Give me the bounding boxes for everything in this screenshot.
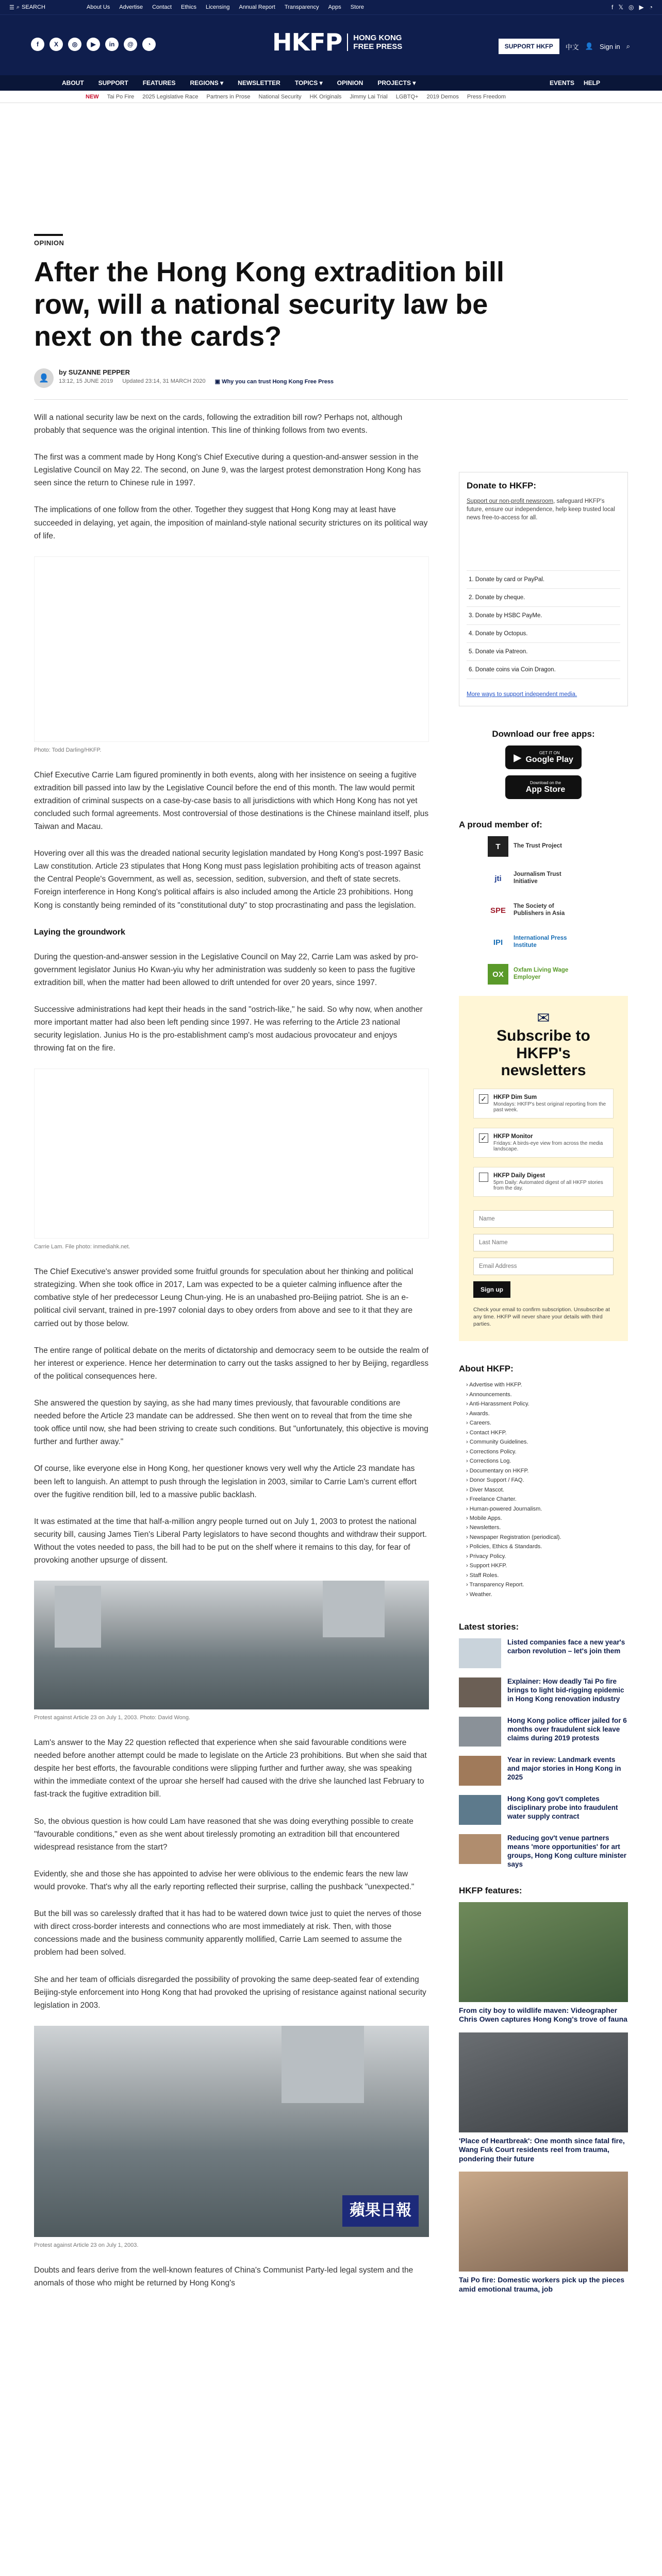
app-store-small: Download on the [529, 780, 561, 785]
photo-building [282, 2026, 364, 2103]
story-thumbnail [459, 1795, 501, 1825]
donate-option[interactable]: 5. Donate via Patreon. [467, 642, 620, 660]
article-title: After the Hong Kong extradition bill row, will a national security law be next on the cards? [34, 257, 504, 352]
instagram-icon[interactable]: ◎ [628, 4, 634, 11]
top-utility-bar [0, 0, 662, 14]
first-name-input[interactable] [473, 1210, 614, 1228]
photo-building [323, 1581, 385, 1637]
updated-date: Updated 23:14, 31 MARCH 2020 [122, 378, 206, 384]
article-body [34, 411, 429, 2303]
subheading: Laying the groundwork [34, 927, 125, 937]
photo-banner: 蘋果日報 [342, 2195, 419, 2227]
newsletter-option-title: HKFP Daily Digest [493, 1172, 545, 1179]
last-name-input[interactable] [473, 1234, 614, 1251]
google-play-button[interactable] [505, 745, 582, 769]
feature-title: Tai Po fire: Domestic workers pick up the pieces amid emotional trauma, job [459, 2276, 625, 2293]
trending-link[interactable]: LGBTQ+ [395, 93, 419, 100]
trending-link[interactable]: HK Originals [309, 93, 342, 100]
checkbox[interactable]: ✓ [479, 1133, 488, 1143]
article-photo-2 [34, 1069, 429, 1239]
trending-link[interactable]: National Security [258, 93, 302, 100]
about-link[interactable]: › Support HKFP. [466, 1561, 628, 1570]
about-link[interactable]: › Careers. [466, 1418, 628, 1428]
donate-title: Donate to HKFP: [467, 480, 537, 490]
trust-project-icon: T [488, 836, 508, 857]
apps-title: Download our free apps: [492, 729, 595, 739]
article-photo-3 [34, 1581, 429, 1709]
threads-icon[interactable]: @ [124, 38, 137, 51]
latest-title: Latest stories: [459, 1622, 519, 1632]
member-name: The Trust Project [514, 843, 562, 850]
trust-link[interactable] [215, 378, 334, 385]
utility-social [611, 4, 653, 11]
about-link[interactable]: › Corrections Policy. [466, 1447, 628, 1456]
photo-caption: Carrie Lam. File photo: inmediahk.net. [34, 1244, 130, 1250]
app-store-button[interactable] [505, 775, 582, 799]
newsletter-title: Subscribe to HKFP's newsletters [496, 1027, 590, 1079]
about-title: About HKFP: [459, 1364, 514, 1374]
support-hkfp-button[interactable]: SUPPORT HKFP [499, 39, 559, 54]
nav-opinion[interactable]: OPINION [337, 79, 363, 87]
member-logo[interactable] [488, 964, 628, 985]
ipi-icon: IPI [493, 938, 503, 947]
member-logo[interactable] [488, 836, 628, 857]
donate-option[interactable]: 1. Donate by card or PayPal. [467, 570, 620, 588]
about-link[interactable]: › Diver Mascot. [466, 1485, 628, 1495]
about-link[interactable]: › Awards. [466, 1409, 628, 1418]
linkedin-icon[interactable]: in [105, 38, 119, 51]
rss-icon[interactable]: ◔ [649, 4, 653, 11]
oxfam-icon: OX [488, 964, 508, 985]
youtube-icon[interactable]: ▶ [639, 4, 644, 11]
nav-help[interactable]: HELP [583, 79, 600, 87]
jti-icon: jti [494, 874, 502, 883]
paragraph: She answered the question by saying, as she had many times previously, that favourable conditions are needed before the Article 23 mandate can be addressed. She then went on to reveal that from the time she took office until now, she had been striving to create such conditions. But "unfortunately, this objective is moving further and further away." [34, 1399, 428, 1447]
paragraph: It was estimated at the time that half-a-million angry people turned out on July 1, 2003 to protest the national security bill, causing James Tien's Liberal Party legislators to have second thoughts and withdraw their support. Without the votes needed to pass, the bill had to be put on the shelf where it remains to this day, for fear of provoking another upsurge of dissent. [34, 1517, 427, 1565]
paragraph: The implications of one follow from the other. Together they suggest that Hong Kong may at least have succeeded in delaying, yet again, the imposition of mainland-style national security strictures on its political way of life. [34, 505, 428, 540]
latest-stories-widget [459, 1622, 628, 1869]
google-play-big: Google Play [525, 755, 573, 764]
donate-option[interactable]: 3. Donate by HSBC PayMe. [467, 606, 620, 624]
feature-story[interactable] [459, 2172, 628, 2294]
about-link[interactable]: › Announcements. [466, 1390, 628, 1399]
paragraph: Lam's answer to the May 22 question reflected that experience when she said favourable conditions were needed before another attempt could be made to legislate on the Article 23 prohibitions. But when she said that despite her best efforts, the favourable conditions were slipping further and further away, she was speaking within the immediate context of the uproar she herself had caused with the drive she launched last February to fast-track the fugitive extradition bill. [34, 1738, 427, 1799]
search-icon[interactable]: ⌕ [626, 42, 630, 50]
about-link[interactable]: › Transparency Report. [466, 1580, 628, 1589]
nav-regions[interactable]: REGIONS ▾ [190, 79, 224, 87]
newsletter-widget [459, 996, 628, 1341]
nav-events[interactable]: EVENTS [549, 79, 574, 87]
photo-caption: Protest against Article 23 on July 1, 2003. [34, 2242, 139, 2248]
donate-text [467, 497, 620, 522]
paragraph: So, the obvious question is how could Lam have reasoned that she was doing everything possible to create "favourable conditions," even as she went about tirelessly promoting an extradition bill that encountered widespread resistance from the start? [34, 1817, 413, 1852]
utility-link-about[interactable]: About Us [87, 4, 110, 10]
paragraph: During the question-and-answer session in the Legislative Council on May 22, Carrie Lam was asked by pro-government legislator Junius Ho Kwan-yiu why her administration was suddenly so keen to pass the fugitive extradition bill, when the matter had been allowed to drift untended for over 20 years, since 1997. [34, 952, 419, 987]
trending-link[interactable]: 2019 Demos [426, 93, 459, 100]
nav-about[interactable]: ABOUT [62, 79, 84, 87]
story-thumbnail [459, 1638, 501, 1668]
donate-widget [459, 472, 628, 706]
about-link[interactable]: › Mobile Apps. [466, 1514, 628, 1523]
more-ways-link[interactable]: More ways to support independent media. [467, 691, 577, 698]
checkbox[interactable]: ✓ [479, 1094, 488, 1104]
latest-story[interactable] [459, 1717, 628, 1747]
masthead-social [31, 38, 156, 51]
feature-story[interactable] [459, 2032, 628, 2164]
author-avatar[interactable]: 👤 [34, 368, 54, 388]
newsletter-option-title: HKFP Dim Sum [493, 1094, 537, 1100]
story-thumbnail [459, 1834, 501, 1864]
paragraph: But the bill was so carelessly drafted that it has had to be watered down twice just to quiet the nerves of those with direct cross-border interests and connections who are most immediately at risk. Then, with those concessions made and the business community apparently mollified, Carrie Lam seemed to assume the problem had been solved. [34, 1909, 422, 1957]
byline [34, 368, 628, 388]
trending-link[interactable]: Tai Po Fire [107, 93, 135, 100]
member-logo[interactable] [488, 900, 628, 921]
trending-link[interactable]: Jimmy Lai Trial [350, 93, 388, 100]
members-title: A proud member of: [459, 820, 542, 830]
latest-story[interactable] [459, 1756, 628, 1786]
nav-newsletter[interactable]: NEWSLETTER [238, 79, 280, 87]
section-label[interactable]: OPINION [34, 239, 64, 247]
story-title: Explainer: How deadly Tai Po fire brings to light bid-rigging epidemic in Hong Kong renovation industry [507, 1677, 624, 1703]
story-title: Listed companies face a new year's carbon revolution – let's join them [507, 1638, 625, 1655]
header-divider [34, 399, 628, 400]
masthead [0, 14, 662, 75]
about-link[interactable]: › Policies, Ethics & Standards. [466, 1542, 628, 1551]
feature-image [459, 1902, 628, 2002]
donate-spacer [467, 527, 620, 570]
about-link[interactable]: › Freelance Charter. [466, 1495, 628, 1504]
donate-option[interactable]: 6. Donate coins via Coin Dragon. [467, 660, 620, 679]
about-link[interactable]: › Weather. [466, 1590, 628, 1599]
nav-right [550, 79, 600, 87]
logo-mark: HKFP [272, 28, 342, 56]
paragraph: The Chief Executive's answer provided some fruitful grounds for speculation about her thinking and political strategizing. When she took office in 2017, Lam was expected to be a quieter calming influence after the combative style of her predecessor Leung Chun-ying. He is an unabashed pro-Beijing patriot. She is an e-political civil servant, trained in pre-1997 colonial days to obey orders from above and see to it that they are carried out by those below. [34, 1267, 413, 1328]
trust-link-label: Why you can trust Hong Kong Free Press [222, 378, 334, 385]
site-logo[interactable] [272, 28, 402, 56]
newsletter-option[interactable] [473, 1089, 614, 1118]
about-link[interactable]: › Donor Support / FAQ. [466, 1476, 628, 1485]
email-input[interactable] [473, 1258, 614, 1275]
rss-icon[interactable]: ◔ [142, 38, 156, 51]
utility-link-transparency[interactable]: Transparency [284, 4, 319, 10]
newsletter-option-title: HKFP Monitor [493, 1133, 533, 1140]
sopa-icon: SPE [490, 906, 506, 915]
newsletter-option[interactable] [473, 1167, 614, 1197]
language-link[interactable]: 中文 [565, 43, 579, 51]
features-title: HKFP features: [459, 1885, 522, 1895]
search-trigger[interactable] [9, 4, 87, 11]
member-name: International Press Institute [514, 935, 567, 949]
utility-link-contact[interactable]: Contact [152, 4, 172, 10]
trending-link[interactable]: 2025 Legislative Race [142, 93, 198, 100]
article-photo-1 [34, 556, 429, 742]
story-thumbnail [459, 1756, 501, 1786]
utility-link-annual-report[interactable]: Annual Report [239, 4, 275, 10]
latest-story[interactable] [459, 1638, 628, 1668]
article-photo-4 [34, 2026, 429, 2237]
latest-story[interactable] [459, 1795, 628, 1825]
trending-link[interactable]: Press Freedom [467, 93, 506, 100]
paragraph: Will a national security law be next on the cards, following the extradition bill row? Perhaps not, although probably that sequence was the original intention. This line of thinking follows from two events. [34, 413, 403, 435]
main-nav [0, 75, 662, 91]
donate-options [467, 570, 620, 679]
feature-image [459, 2032, 628, 2132]
story-title: Year in review: Landmark events and major stories in Hong Kong in 2025 [507, 1756, 621, 1781]
feature-story[interactable] [459, 1902, 628, 2024]
trust-icon: ▣ [214, 378, 222, 385]
utility-link-licensing[interactable]: Licensing [206, 4, 230, 10]
utility-link-advertise[interactable]: Advertise [119, 4, 143, 10]
about-link[interactable]: › Staff Roles. [466, 1571, 628, 1580]
published-date: 13:12, 15 JUNE 2019 [59, 378, 113, 384]
about-link[interactable]: › Anti-Harassment Policy. [466, 1399, 628, 1409]
utility-link-ethics[interactable]: Ethics [181, 4, 196, 10]
member-logo[interactable] [488, 868, 628, 889]
about-links [466, 1380, 628, 1599]
google-play-small: GET IT ON [539, 750, 560, 755]
app-store-big: App Store [525, 785, 566, 794]
donate-option[interactable]: 2. Donate by cheque. [467, 588, 620, 606]
x-icon[interactable]: X [49, 38, 63, 51]
about-link[interactable]: › Advertise with HKFP. [466, 1380, 628, 1389]
author-line [59, 368, 334, 376]
newsletter-option[interactable] [473, 1128, 614, 1158]
newsletter-option-desc: Fridays: A birds-eye view from across the media landscape. [493, 1140, 603, 1152]
photo-building [55, 1586, 101, 1648]
utility-link-store[interactable]: Store [350, 4, 365, 10]
latest-story[interactable] [459, 1677, 628, 1707]
newsletter-note: Check your email to confirm subscription. Unsubscribe at any time. HKFP will never share your details with third parties. [473, 1306, 610, 1328]
about-link[interactable]: › Human-powered Journalism. [466, 1504, 628, 1514]
article-header [0, 234, 662, 400]
content-layout [0, 411, 662, 2303]
checkbox[interactable] [479, 1173, 488, 1182]
member-logo[interactable] [488, 932, 628, 953]
x-icon[interactable]: 𝕏 [618, 4, 624, 11]
story-title: Hong Kong gov't completes disciplinary probe into fraudulent water supply contract [507, 1795, 618, 1820]
feature-title: 'Place of Heartbreak': One month since fatal fire, Wang Fuk Court residents reel from trauma, pondering their future [459, 2136, 625, 2163]
paragraph: Successive administrations had kept their heads in the sand "ostrich-like," he said. So why now, when another more important matter had also been left pending since 1997. He was referring to the Article 23 national security legislation. Junius Ho is the pro-establishment camp's most audacious provocateur and enjoys throwing fat on the fire. [34, 1005, 423, 1053]
article-dates [59, 378, 334, 385]
story-title: Hong Kong police officer jailed for 6 months over fraudulent sick leave claims during 2019 protests [507, 1717, 627, 1742]
members-widget [459, 820, 628, 985]
user-icon[interactable]: 👤 [585, 42, 593, 50]
trending-link[interactable]: Partners in Prose [206, 93, 251, 100]
story-thumbnail [459, 1717, 501, 1747]
about-link[interactable]: › Newspaper Registration (periodical). [466, 1533, 628, 1542]
paragraph: Evidently, she and those she has appointed to advise her were oblivious to the endemic fears the new law would provoke. That's why all the early reporting reflected their surprise, calling the pushback "unexpected." [34, 1869, 415, 1892]
menu-icon: ☰ [9, 4, 14, 11]
donate-option[interactable]: 4. Donate by Octopus. [467, 624, 620, 642]
about-link[interactable]: › Corrections Log. [466, 1456, 628, 1466]
facebook-icon[interactable]: f [31, 38, 44, 51]
logo-name-line1: HONG KONG [353, 33, 402, 42]
paragraph: She and her team of officials disregarded the possibility of provoking the same deep-seated fear of extending Beijing-style enforcement into Hong Kong that had provoked the uprising of resistance against national security legislation in 2003. [34, 1975, 426, 2010]
about-link[interactable]: › Contact HKFP. [466, 1428, 628, 1437]
paragraph: The first was a comment made by Hong Kong's Chief Executive during a question-and-answer session in the Legislative Council on May 22. The second, on June 9, was the largest protest demonstration Hong Kong has seen since the return to Chinese rule in 1997. [34, 453, 421, 488]
paragraph: Of course, like everyone else in Hong Kong, her questioner knows very well why the Article 23 mandate has been left to languish. An attempt to push through the legislation in 2003, similar to Carrie Lam's current effort over the fugitive rendition bill, led to a massive public backlash. [34, 1464, 417, 1499]
story-thumbnail [459, 1677, 501, 1707]
about-link[interactable]: › Privacy Policy. [466, 1552, 628, 1561]
about-link[interactable]: › Community Guidelines. [466, 1437, 628, 1447]
google-play-icon: ▶ [514, 752, 522, 764]
section-rule [34, 234, 63, 236]
youtube-icon[interactable]: ▶ [87, 38, 100, 51]
features-widget [459, 1886, 628, 2294]
paragraph: Hovering over all this was the dreaded national security legislation mandated by Hong Kong's post-1997 Basic Law constitution. Article 23 stipulates that Hong Kong must pass legislation prohibiting acts of treason against the Central People's Government, as well as, secession, sedition, subversion, and theft of state secrets. Foreign interference in Hong Kong's political affairs is also included among the Article 23 prohibitions. Hong Kong is constantly being reminded of its "constitutional duty" to stop procrastinating and pass the legislation. [34, 849, 424, 910]
newsletter-option-desc: Mondays: HKFP's best original reporting from the past week. [493, 1101, 606, 1113]
utility-link-apps[interactable]: Apps [328, 4, 341, 10]
paragraph: Chief Executive Carrie Lam figured prominently in both events, along with her insistence on seeing a fugitive extradition bill passed into law by the Legislative Council before the end of this month. The law would permit extradition of criminal suspects on a case-by-case basis to all jurisdictions with which Hong Kong has not yet concluded such formal agreements. Most controversial of those destinations is the Chinese mainland itself, plus Taiwan and Macau. [34, 770, 429, 831]
donate-text-rest: , safeguard HKFP's future, ensure our independence, help keep trusted local news free-to-access for all. [467, 498, 615, 521]
mail-icon: ✉ [537, 1010, 550, 1027]
logo-name-line2: FREE PRESS [353, 42, 403, 51]
paragraph: Doubts and fears derive from the well-known features of China's Communist Party-led legal system and the anomals of those who might be returned by Hong Kong's [34, 2265, 413, 2287]
member-name: Oxfam Living Wage Employer [514, 967, 569, 981]
author-name[interactable]: SUZANNE PEPPER [68, 368, 130, 376]
paragraph: The entire range of political debate on the merits of dictatorship and democracy seem to be outside the realm of her interest or experience. Hence her determination to carry out the tasks assigned to her by Beijing, regardless of the political consequences here. [34, 1346, 429, 1381]
search-icon: ⌕ [16, 4, 20, 10]
byline-prefix: by [59, 368, 67, 376]
feature-title: From city boy to wildlife maven: Videographer Chris Owen captures Hong Kong's trove of fauna [459, 2006, 627, 2024]
instagram-icon[interactable]: ◎ [68, 38, 81, 51]
apps-widget [459, 729, 628, 799]
search-label: SEARCH [22, 4, 45, 10]
member-name: The Society of Publishers in Asia [514, 903, 565, 917]
logo-name [347, 33, 402, 52]
masthead-actions [499, 39, 630, 54]
trending-bar [0, 91, 662, 103]
about-link[interactable]: › Documentary on HKFP. [466, 1466, 628, 1476]
latest-story[interactable] [459, 1834, 628, 1869]
nav-features[interactable]: FEATURES [142, 79, 176, 87]
utility-links [87, 4, 364, 10]
signup-button[interactable]: Sign up [473, 1281, 510, 1298]
sign-in-link[interactable]: Sign in [599, 42, 620, 50]
donate-text-link[interactable]: Support our non-profit newsroom [467, 498, 554, 504]
story-title: Reducing gov't venue partners means 'more opportunities' for art groups, Hong Kong culture minister says [507, 1834, 627, 1868]
nav-topics[interactable]: TOPICS ▾ [294, 79, 323, 87]
trending-new-label: NEW [86, 93, 99, 100]
photo-caption: Protest against Article 23 on July 1, 2003. Photo: David Wong. [34, 1715, 191, 1721]
member-name: Journalism Trust Initiative [514, 871, 561, 885]
facebook-icon[interactable]: f [611, 4, 614, 11]
newsletter-option-desc: 5pm Daily: Automated digest of all HKFP stories from the day. [493, 1179, 603, 1191]
nav-support[interactable]: SUPPORT [98, 79, 128, 87]
nav-projects[interactable]: PROJECTS ▾ [377, 79, 416, 87]
about-widget [459, 1364, 628, 1599]
sidebar [459, 411, 628, 2303]
about-link[interactable]: › Newsletters. [466, 1523, 628, 1532]
feature-image [459, 2172, 628, 2272]
photo-caption: Photo: Todd Darling/HKFP. [34, 747, 102, 753]
